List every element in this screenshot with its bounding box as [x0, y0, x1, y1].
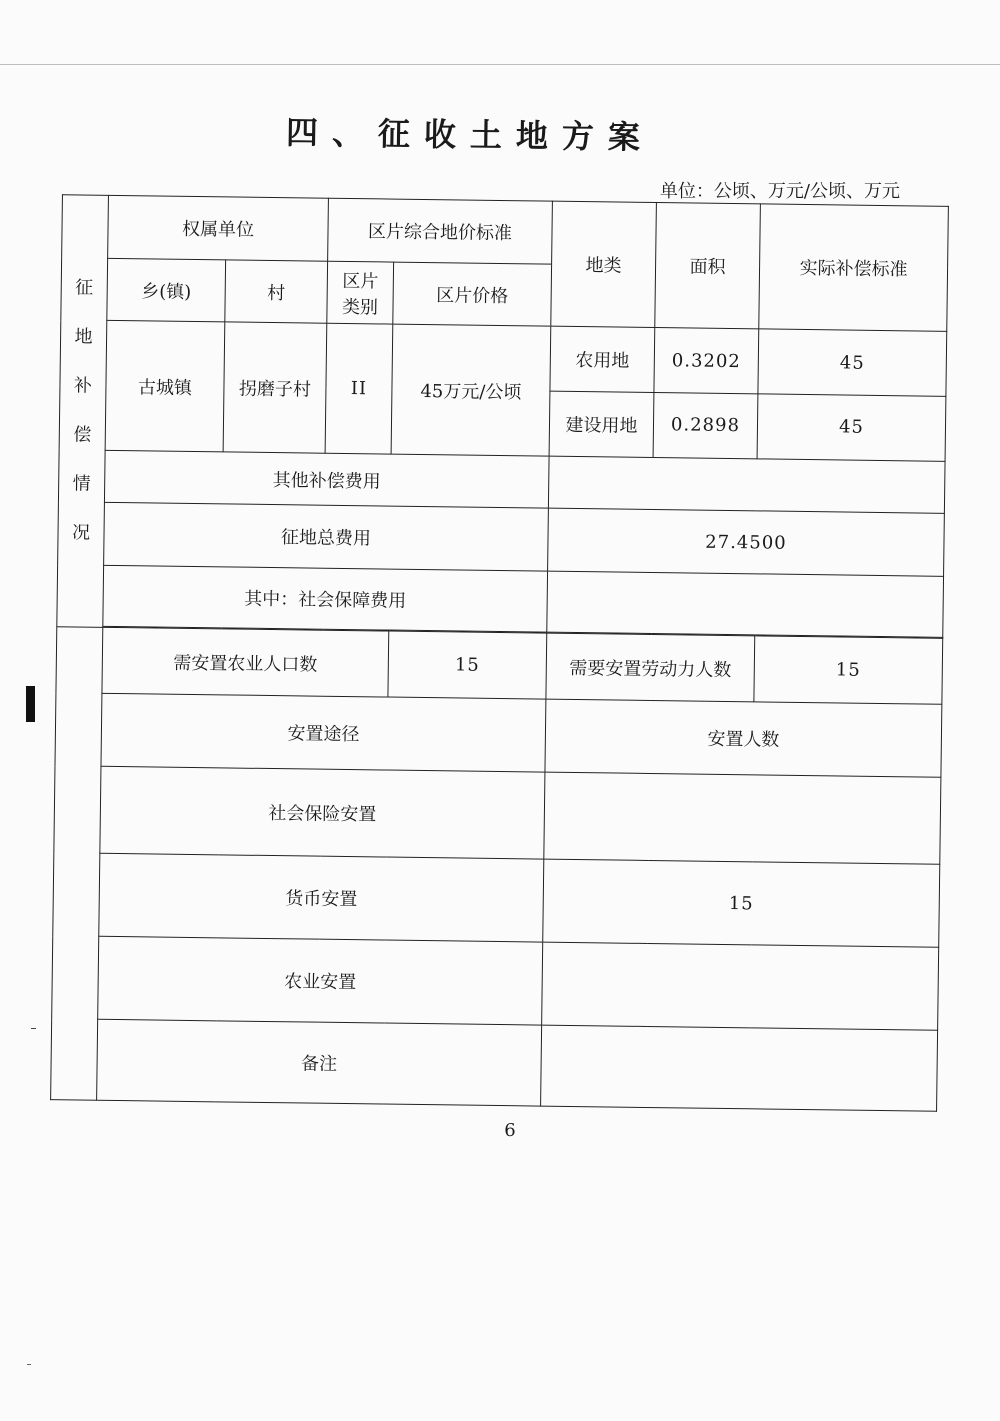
resettlement-row	[53, 853, 940, 947]
agri-population-label: 需安置农业人口数	[102, 627, 389, 697]
resettlement-row	[54, 766, 941, 865]
remarks-row	[51, 1019, 938, 1112]
land-type-cell: 农用地	[550, 327, 655, 393]
side-char: 况	[71, 522, 91, 544]
social-security-label: 其中：社会保障费用	[103, 565, 548, 631]
standard-cell: 45	[758, 329, 947, 396]
method-cell: 货币安置	[99, 853, 544, 942]
population-row	[56, 626, 943, 704]
village-cell: 拐磨子村	[223, 322, 327, 453]
total-fee-value: 27.4500	[548, 508, 945, 576]
compensation-table-wrap	[50, 194, 948, 1112]
compensation-table	[50, 194, 949, 1112]
area-header: 面积	[655, 203, 761, 330]
side-char: 补	[73, 375, 93, 397]
binding-mark	[26, 686, 35, 722]
count-header: 安置人数	[545, 700, 942, 778]
agri-population-value: 15	[388, 631, 547, 700]
land-type-cell: 建设用地	[549, 391, 654, 457]
remarks-label: 备注	[97, 1019, 542, 1106]
count-cell	[542, 942, 939, 1030]
area-cell: 0.3202	[654, 328, 759, 394]
township-cell: 古城镇	[105, 321, 225, 452]
side-label-resettlement	[51, 626, 103, 1100]
village-header: 村	[225, 260, 328, 324]
township-header: 乡(镇)	[107, 258, 226, 322]
standard-cell: 45	[757, 394, 946, 461]
side-char: 地	[74, 326, 93, 348]
land-type-header: 地类	[551, 201, 657, 328]
page-number: 6	[504, 1120, 516, 1141]
district-price-standard-header: 区片综合地价标准	[328, 198, 553, 264]
total-fee-row	[58, 502, 945, 576]
method-header: 安置途径	[101, 694, 546, 773]
remarks-value	[541, 1025, 938, 1111]
category-cell: II	[325, 324, 393, 454]
other-fee-label: 其他补偿费用	[104, 450, 549, 508]
labor-label: 需要安置劳动力人数	[546, 633, 755, 702]
side-char: 偿	[73, 424, 92, 446]
social-security-value	[547, 571, 944, 637]
district-category-line1: 区片	[342, 270, 379, 292]
other-fee-value	[548, 456, 945, 514]
count-cell	[544, 772, 941, 864]
area-cell: 0.2898	[653, 393, 758, 459]
unit-note: 单位：公顷、万元/公顷、万元	[659, 181, 900, 202]
district-category-header	[327, 261, 394, 325]
actual-standard-header: 实际补偿标准	[759, 204, 949, 332]
ownership-unit-header: 权属单位	[108, 195, 329, 261]
district-price-header: 区片价格	[393, 262, 552, 327]
page-title: 四、征收土地方案	[285, 113, 655, 157]
method-cell: 社会保险安置	[100, 767, 545, 860]
price-cell: 45万元/公顷	[391, 324, 551, 455]
count-cell: 15	[543, 859, 940, 947]
side-char: 征	[75, 277, 94, 300]
side-label-compensation	[57, 195, 109, 627]
header-row-1	[62, 195, 949, 269]
method-cell: 农业安置	[98, 936, 543, 1025]
method-header-row	[55, 693, 942, 777]
total-fee-label: 征地总费用	[104, 503, 549, 571]
margin-dash	[31, 1028, 36, 1029]
resettlement-row	[52, 936, 939, 1030]
side-char: 情	[72, 473, 91, 495]
top-rule	[0, 64, 1000, 65]
land-row-1	[60, 320, 947, 396]
district-category-line2: 类别	[341, 296, 379, 318]
labor-value: 15	[754, 636, 943, 705]
margin-dash	[27, 1364, 31, 1365]
